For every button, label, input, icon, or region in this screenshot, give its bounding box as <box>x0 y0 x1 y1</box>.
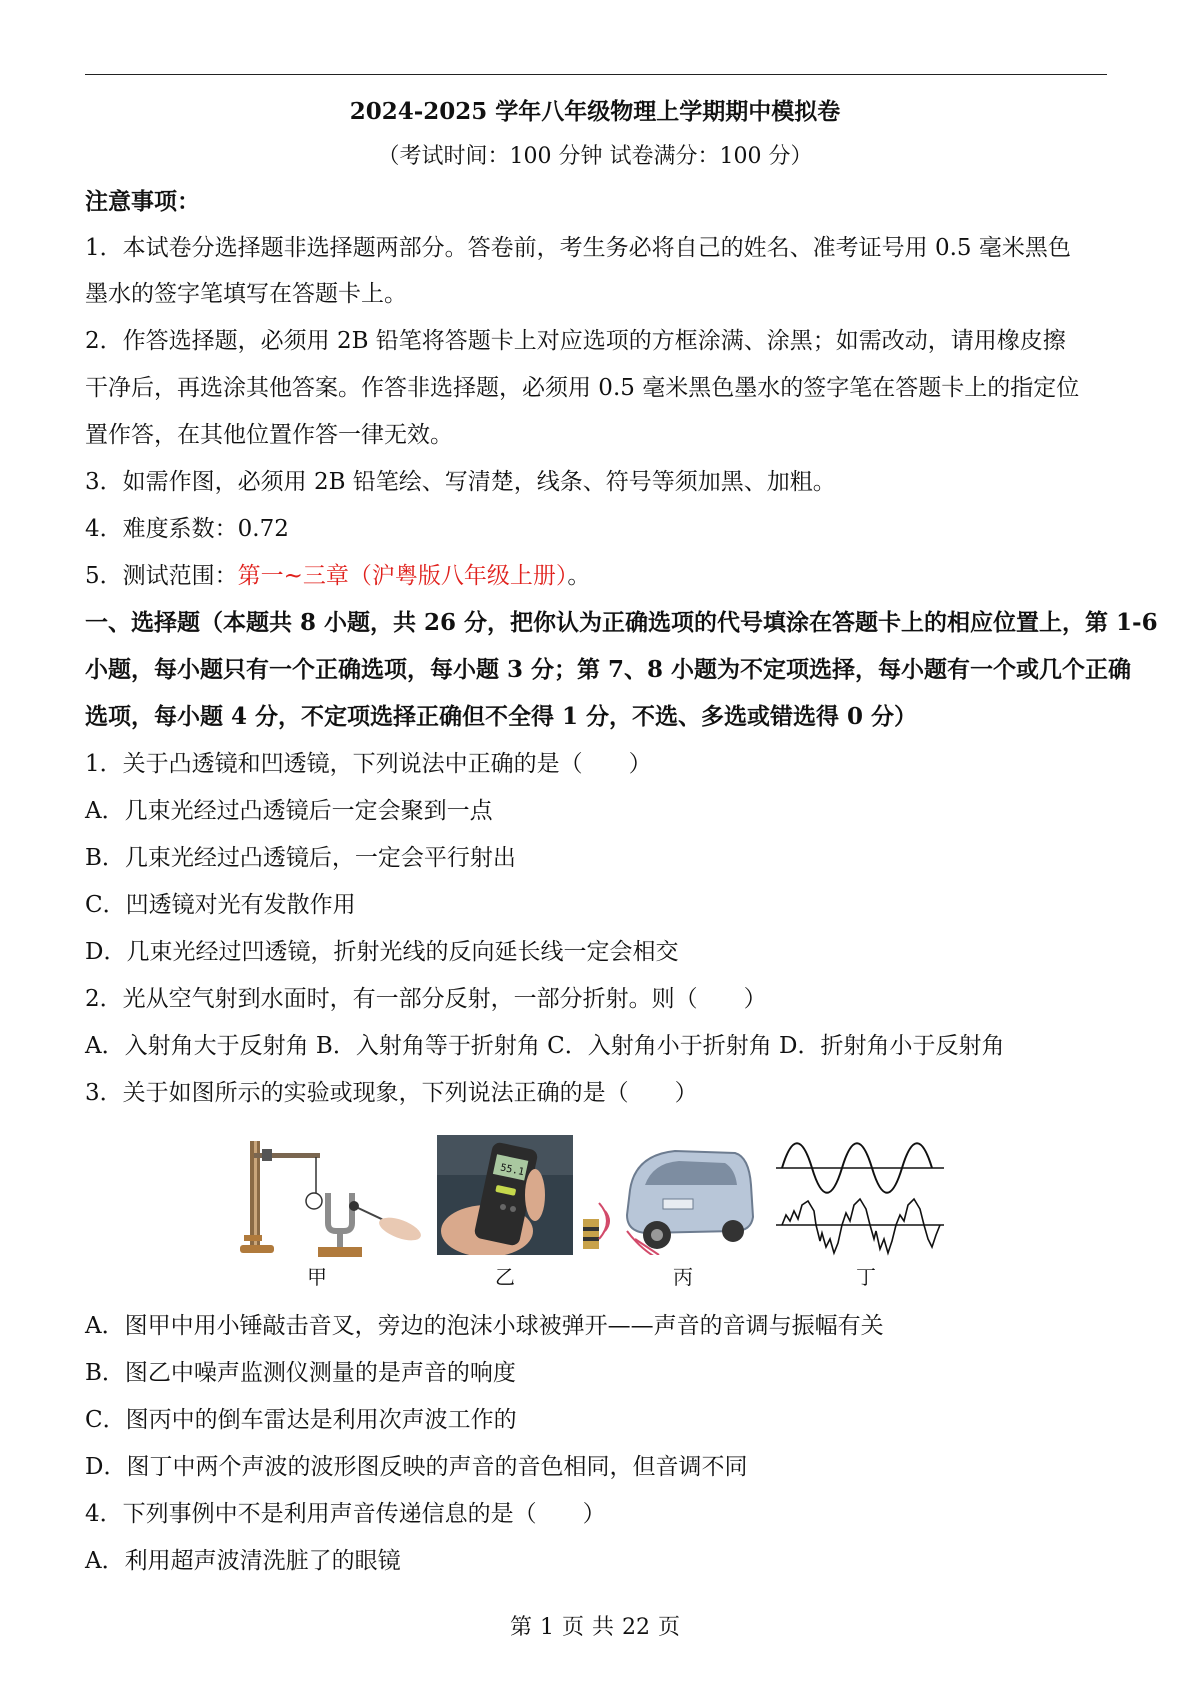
notice-line: 置作答，在其他位置作答一律无效。 <box>85 422 453 448</box>
meter-reading: 55.1 <box>499 1162 526 1179</box>
exam-info: （考试时间：100 分钟 试卷满分：100 分） <box>377 144 813 169</box>
question-stem: 2．光从空气射到水面时，有一部分反射，一部分折射。则（ ） <box>85 986 767 1012</box>
section-heading: 选项，每小题 4 分，不定项选择正确但不全得 1 分，不选、多选或错选得 0 分） <box>85 703 918 730</box>
figure-label-ding: 丁 <box>856 1265 876 1289</box>
scope-prefix: 5．测试范围： <box>85 563 238 589</box>
footer-gong: 共 <box>592 1615 615 1640</box>
page-title: 2024-2025 学年八年级物理上学期期中模拟卷 <box>349 98 841 125</box>
option: A．几束光经过凸透镜后一定会聚到一点 <box>85 798 493 824</box>
page-number: 1 <box>539 1615 554 1640</box>
option: C．图丙中的倒车雷达是利用次声波工作的 <box>85 1407 517 1433</box>
car-radar-figure <box>575 1135 755 1255</box>
section-heading: 小题，每小题只有一个正确选项，每小题 3 分；第 7、8 小题为不定项选择，每小题有一个或几个正确 <box>85 656 1132 683</box>
noise-meter-figure <box>437 1135 573 1255</box>
scope-value: 第一~三章（沪粤版八年级上册） <box>237 563 568 589</box>
notice-line: 4．难度系数：0.72 <box>85 516 289 542</box>
notice-line: 干净后，再选涂其他答案。作答非选择题，必须用 0.5 毫米黑色墨水的签字笔在答题卡上的指定位 <box>85 375 1080 401</box>
footer-ye: 页 <box>561 1615 584 1640</box>
figure-label-jia: 甲 <box>307 1265 327 1289</box>
total-pages: 22 <box>622 1615 651 1640</box>
option: A．图甲中用小锤敲击音叉，旁边的泡沫小球被弹开——声音的音调与振幅有关 <box>85 1313 884 1339</box>
footer-di: 第 <box>509 1615 532 1640</box>
option-row: A．入射角大于反射角 B．入射角等于折射角 C．入射角小于折射角 D．折射角小于反射角 <box>85 1033 1005 1059</box>
option: D．几束光经过凹透镜，折射光线的反向延长线一定会相交 <box>85 939 679 965</box>
figure-label-bing: 丙 <box>673 1265 693 1289</box>
question-stem: 3．关于如图所示的实验或现象，下列说法正确的是（ ） <box>85 1080 698 1106</box>
q3-figures <box>0 1135 1190 1295</box>
question-stem: 1．关于凸透镜和凹透镜，下列说法中正确的是（ ） <box>85 751 652 777</box>
option: D．图丁中两个声波的波形图反映的声音的音色相同，但音调不同 <box>85 1454 748 1480</box>
option: B．几束光经过凸透镜后，一定会平行射出 <box>85 845 516 871</box>
notice-line: 墨水的签字笔填写在答题卡上。 <box>85 281 407 307</box>
top-rule <box>85 74 1107 75</box>
scope-suffix: 。 <box>567 563 591 589</box>
notice-heading: 注意事项： <box>85 188 200 215</box>
question-stem: 4．下列事例中不是利用声音传递信息的是（ ） <box>85 1501 606 1527</box>
option: B．图乙中噪声监测仪测量的是声音的响度 <box>85 1360 516 1386</box>
section-heading: 一、选择题（本题共 8 小题，共 26 分，把你认为正确选项的代号填涂在答题卡上的相应位置上，第 1-6 <box>85 609 1158 636</box>
notice-line: 2．作答选择题，必须用 2B 铅笔将答题卡上对应选项的方框涂满、涂黑；如需改动，请用橡皮擦 <box>85 328 1066 354</box>
notice-line: 3．如需作图，必须用 2B 铅笔绘、写清楚，线条、符号等须加黑、加粗。 <box>85 469 836 495</box>
option: A．利用超声波清洗脏了的眼镜 <box>85 1548 401 1574</box>
waveform-figure <box>776 1135 946 1260</box>
page-footer <box>0 1610 1190 1641</box>
option: C．凹透镜对光有发散作用 <box>85 892 356 918</box>
test-scope <box>85 561 590 591</box>
figure-label-yi: 乙 <box>495 1265 515 1289</box>
tuning-fork-figure <box>240 1135 430 1260</box>
footer-ye2: 页 <box>658 1615 681 1640</box>
notice-line: 1．本试卷分选择题非选择题两部分。答卷前，考生务必将自己的姓名、准考证号用 0.5 毫米黑色 <box>85 235 1071 261</box>
